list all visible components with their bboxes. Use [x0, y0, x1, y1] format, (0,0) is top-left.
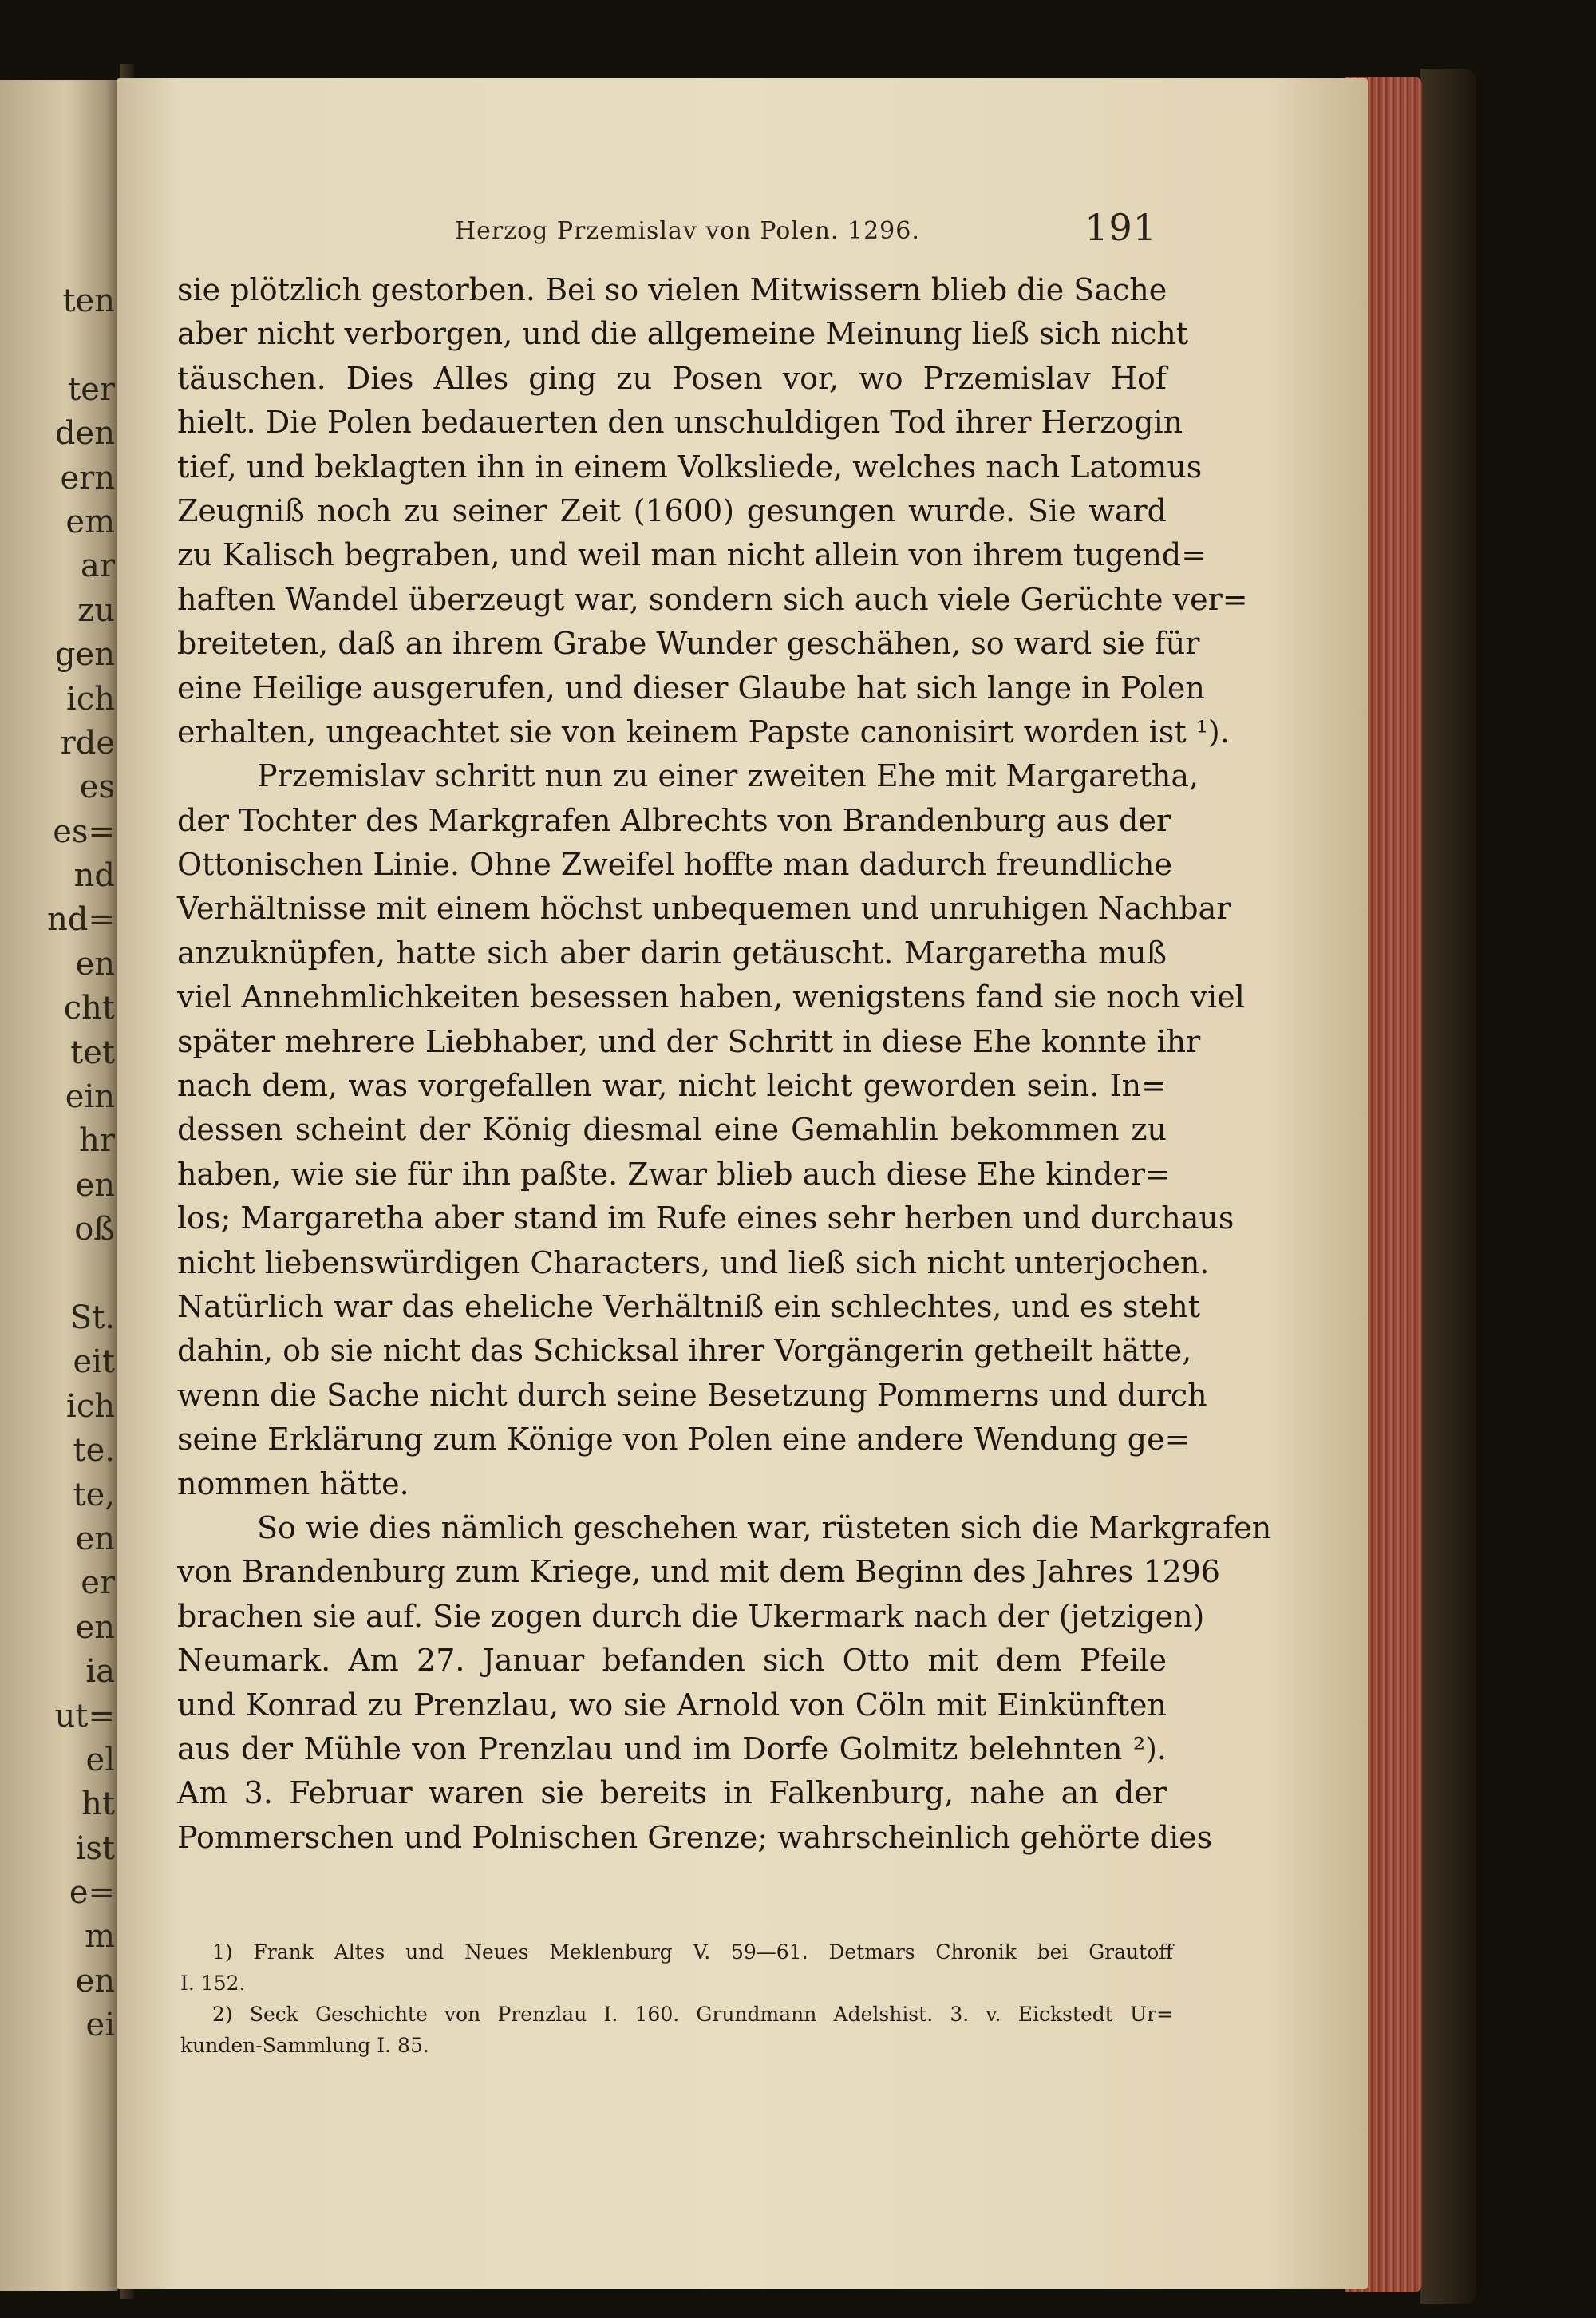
text-line: anzuknüpfen, hatte sich aber darin getäuscht. Margaretha muß [177, 935, 1167, 971]
text-line: So wie dies nämlich geschehen war, rüsteten sich die Markgrafen [257, 1509, 1272, 1545]
footnote-line: I. 152. [180, 1972, 246, 1995]
left-page-fragment: ei [85, 2007, 115, 2044]
text-line: viel Annehmlichkeiten besessen haben, wenigstens fand sie noch viel [177, 979, 1245, 1015]
text-line: zu Kalisch begraben, und weil man nicht allein von ihrem tugend= [177, 537, 1207, 573]
text-line: eine Heilige ausgerufen, und dieser Glaube hat sich lange in Polen [177, 670, 1205, 706]
left-page-fragment: en [75, 1166, 115, 1204]
left-page-fragment: ern [60, 459, 115, 496]
text-line: Natürlich war das eheliche Verhältniß ein schlechtes, und es steht [177, 1288, 1200, 1324]
text-line: dessen scheint der König diesmal eine Gemahlin bekommen zu [177, 1112, 1167, 1148]
left-page-fragment [0, 1252, 115, 1296]
left-page-fragment: ich [66, 680, 115, 718]
footnote-line: kunden-Sammlung I. 85. [180, 2034, 429, 2057]
left-page-fragment: cht [63, 990, 115, 1027]
left-page-fragment: St. [69, 1299, 115, 1336]
text-line: haften Wandel überzeugt war, sondern sich auch viele Gerüchte ver= [177, 581, 1248, 617]
text-line: haben, wie sie für ihn paßte. Zwar blieb auch diese Ehe kinder= [177, 1156, 1171, 1192]
left-page-fragment: en [75, 1962, 115, 2000]
text-line: sie plötzlich gestorben. Bei so vielen Mitwissern blieb die Sache [177, 272, 1167, 307]
left-page-fragment: eit [73, 1343, 115, 1381]
running-header [455, 206, 1157, 254]
left-page-fragment: m [85, 1918, 115, 1956]
page-number: 191 [1084, 206, 1157, 249]
running-title: Herzog Przemislav von Polen. 1296. [455, 217, 920, 245]
left-page-fragment: el [85, 1741, 115, 1778]
left-page-fragment: tet [70, 1034, 115, 1071]
left-facing-page [0, 80, 120, 2291]
text-line: wenn die Sache nicht durch seine Besetzung Pommerns und durch [177, 1377, 1207, 1413]
left-page-fragment: e= [69, 1874, 115, 1912]
text-line: Am 3. Februar waren sie bereits in Falkenburg, nahe an der [177, 1775, 1167, 1811]
text-line: aber nicht verborgen, und die allgemeine Meinung ließ sich nicht [177, 316, 1189, 352]
book-cover-edge [1420, 69, 1476, 2304]
text-line: hielt. Die Polen bedauerten den unschuldigen Tod ihrer Herzogin [177, 405, 1183, 441]
left-page-fragment: ten [62, 283, 115, 319]
left-page-fragment: en [75, 1520, 115, 1557]
left-page-fragment: ut= [54, 1697, 115, 1735]
footnote-line: 2) Seck Geschichte von Prenzlau I. 160. Grundmann Adelshist. 3. v. Eickstedt Ur= [212, 2003, 1173, 2026]
left-page-fragment: ich [66, 1387, 115, 1425]
left-page-text-fragments [0, 80, 120, 2291]
text-line: seine Erklärung zum Könige von Polen eine andere Wendung ge= [177, 1422, 1191, 1458]
text-line: von Brandenburg zum Kriege, und mit dem Beginn des Jahres 1296 [177, 1554, 1220, 1590]
text-line: Verhältnisse mit einem höchst unbequemen und unruhigen Nachbar [177, 891, 1231, 927]
text-line: Zeugniß noch zu seiner Zeit (1600) gesungen wurde. Sie ward [177, 492, 1167, 528]
body-text [177, 268, 1272, 1860]
text-line: breiteten, daß an ihrem Grabe Wunder geschähen, so ward sie für [177, 626, 1200, 662]
text-line: dahin, ob sie nicht das Schicksal ihrer Vorgängerin getheilt hätte, [177, 1333, 1192, 1369]
text-line: der Tochter des Markgrafen Albrechts von Brandenburg aus der [177, 802, 1171, 838]
left-page-fragment: den [54, 415, 115, 453]
left-page-fragment: ein [65, 1078, 115, 1116]
left-page-fragment: te, [73, 1476, 115, 1513]
left-page-fragment: ist [75, 1829, 115, 1867]
text-line: erhalten, ungeachtet sie von keinem Papste canonisirt worden ist ¹). [177, 714, 1230, 750]
text-line: Pommerschen und Polnischen Grenze; wahrscheinlich gehörte dies [177, 1819, 1213, 1855]
text-line: nommen hätte. [177, 1466, 409, 1501]
left-page-fragment: gen [54, 636, 115, 674]
text-line: täuschen. Dies Alles ging zu Posen vor, wo Przemislav Hof [177, 360, 1167, 396]
text-line: brachen sie auf. Sie zogen durch die Ukermark nach der (jetzigen) [177, 1598, 1205, 1634]
left-page-fragment: es [79, 769, 115, 806]
left-page-fragment: es= [53, 813, 115, 850]
text-line: Przemislav schritt nun zu einer zweiten Ehe mit Margaretha, [257, 758, 1199, 794]
left-page-fragment: hr [79, 1122, 115, 1160]
left-page-fragment: ter [68, 370, 115, 408]
text-line: nach dem, was vorgefallen war, nicht leicht geworden sein. In= [177, 1068, 1167, 1104]
text-line: los; Margaretha aber stand im Rufe eines sehr herben und durchaus [177, 1201, 1235, 1236]
text-line: aus der Mühle von Prenzlau und im Dorfe Golmitz belehnten ²). [177, 1731, 1167, 1766]
text-line: tief, und beklagten ihn in einem Volksliede, welches nach Latomus [177, 449, 1203, 485]
left-page-fragment [0, 323, 115, 367]
left-page-fragment: nd= [47, 901, 115, 939]
text-line: und Konrad zu Prenzlau, wo sie Arnold von Cöln mit Einkünften [177, 1687, 1167, 1723]
text-line: später mehrere Liebhaber, und der Schritt in diese Ehe konnte ihr [177, 1023, 1201, 1059]
left-page-fragment: ht [81, 1786, 115, 1823]
footnotes [180, 1936, 1173, 2061]
left-page-fragment: en [75, 945, 115, 983]
left-page-fragment: nd [73, 857, 115, 895]
footnote-line: 1) Frank Altes und Neues Meklenburg V. 59—61. Detmars Chronik bei Grautoff [212, 1940, 1173, 1964]
left-page-fragment: en [75, 1608, 115, 1646]
left-page-fragment: ia [85, 1653, 115, 1691]
text-line: Ottonischen Linie. Ohne Zweifel hoffte man dadurch freundliche [177, 847, 1172, 883]
left-page-fragment: er [81, 1564, 115, 1602]
left-page-fragment: em [65, 503, 115, 540]
text-line: Neumark. Am 27. Januar befanden sich Otto mit dem Pfeile [177, 1643, 1167, 1679]
left-page-fragment: oß [74, 1211, 115, 1248]
text-line: nicht liebenswürdigen Characters, und ließ sich nicht unterjochen. [177, 1244, 1210, 1280]
left-page-fragment: ar [81, 548, 115, 585]
left-page-fragment: zu [77, 591, 115, 629]
left-page-fragment: te. [73, 1432, 115, 1470]
left-page-fragment: rde [60, 724, 115, 761]
